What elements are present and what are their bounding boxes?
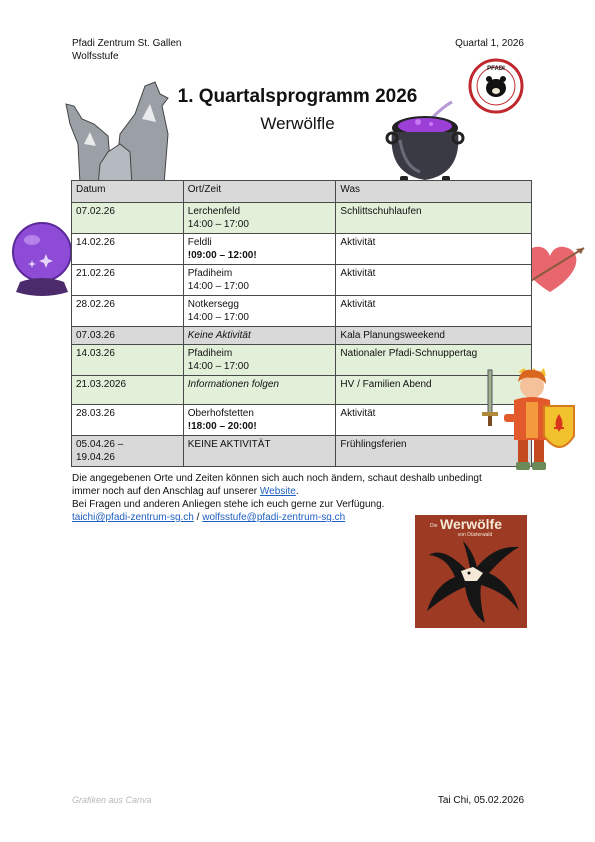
row-place: Pfadiheim xyxy=(187,348,233,359)
row-activity: Schlittschuhlaufen xyxy=(336,203,532,234)
row-date xyxy=(72,436,184,467)
row-activity: Aktivität xyxy=(336,265,532,296)
row-place: KEINE AKTIVITÄT xyxy=(183,436,336,467)
table-header-row xyxy=(72,181,532,203)
row-activity: Aktivität xyxy=(336,296,532,327)
crystal-ball-illustration xyxy=(10,220,74,298)
program-table xyxy=(71,180,532,467)
row-date: 28.02.26 xyxy=(72,296,184,327)
row-date-end: 19.04.26 xyxy=(76,452,115,463)
email-link-wolfsstufe[interactable]: wolfsstufe@pfadi-zentrum-sg.ch xyxy=(202,512,346,523)
org-name: Pfadi Zentrum St. Gallen xyxy=(72,38,182,49)
row-activity: Frühlingsferien xyxy=(336,436,532,467)
page-subtitle: Werwölfle xyxy=(260,114,335,133)
pfadi-logo xyxy=(468,58,524,114)
row-date: 07.02.26 xyxy=(72,203,184,234)
row-date: 14.03.26 xyxy=(72,345,184,376)
info-line-2-end: . xyxy=(295,486,299,497)
row-place: Notkersegg xyxy=(187,299,239,310)
row-date: 14.02.26 xyxy=(72,234,184,265)
game-box-prefix: Die xyxy=(430,523,438,529)
row-date: 21.02.26 xyxy=(72,265,184,296)
row-activity: Aktivität xyxy=(336,405,532,436)
row-place-time xyxy=(183,405,336,436)
info-line-2 xyxy=(72,485,542,498)
info-line-1: Die angegebenen Orte und Zeiten können sich auch noch ändern, schaut deshalb unbedingt xyxy=(72,473,482,484)
quarter-label: Quartal 1, 2026 xyxy=(455,38,524,49)
logo-text: PFADI xyxy=(487,66,505,72)
row-place-time xyxy=(183,265,336,296)
row-date-start: 05.04.26 – xyxy=(76,439,124,450)
table-row xyxy=(72,345,532,376)
row-place: Keine Aktivität xyxy=(183,327,336,345)
column-header-date: Datum xyxy=(72,181,184,203)
game-box-subtitle: von Düsterwald xyxy=(457,532,493,538)
table-row xyxy=(72,296,532,327)
row-place: Lerchenfeld xyxy=(187,206,241,217)
organization-header xyxy=(72,37,182,63)
row-time: 14:00 – 17:00 xyxy=(187,219,249,230)
werwoelfe-game-box-image xyxy=(415,515,527,628)
knight-illustration xyxy=(480,366,578,476)
footer-credit: Grafiken aus Canva xyxy=(72,795,152,805)
row-place: Oberhofstetten xyxy=(187,408,254,419)
column-header-activity: Was xyxy=(336,181,532,203)
row-place: Pfadiheim xyxy=(187,268,233,279)
row-time: 14:00 – 17:00 xyxy=(187,312,249,323)
table-row xyxy=(72,405,532,436)
row-place-time xyxy=(183,203,336,234)
witch-cauldron-illustration xyxy=(384,96,474,188)
org-unit: Wolfsstufe xyxy=(72,51,119,62)
row-place-time xyxy=(183,234,336,265)
website-link[interactable]: Website xyxy=(259,486,296,497)
table-row xyxy=(72,327,532,345)
info-line-2-text: immer noch auf den Anschlag auf unserer xyxy=(72,486,260,497)
game-box-title: Werwölfe xyxy=(440,516,502,532)
row-place: Feldli xyxy=(187,237,212,248)
table-row xyxy=(72,436,532,467)
table-row xyxy=(72,376,532,405)
row-place-time xyxy=(183,296,336,327)
email-link-taichi[interactable]: taichi@pfadi-zentrum-sg.ch xyxy=(72,512,194,523)
table-row xyxy=(72,265,532,296)
info-line-3: Bei Fragen und anderen Anliegen stehe ich euch gerne zur Verfügung. xyxy=(72,499,385,510)
row-place: Informationen folgen xyxy=(183,376,336,405)
row-time: !18:00 – 20:00! xyxy=(187,421,257,432)
page-title: 1. Quartalsprogramm 2026 xyxy=(177,86,418,107)
row-date: 07.03.26 xyxy=(72,327,184,345)
row-date: 21.03.2026 xyxy=(72,376,184,405)
row-activity: Nationaler Pfadi-Schnuppertag xyxy=(336,345,532,376)
row-activity: Aktivität xyxy=(336,234,532,265)
row-time: 14:00 – 17:00 xyxy=(187,361,249,372)
row-time: 14:00 – 17:00 xyxy=(187,281,249,292)
footer-signature: Tai Chi, 05.02.2026 xyxy=(437,795,524,806)
row-date: 28.03.26 xyxy=(72,405,184,436)
table-row xyxy=(72,203,532,234)
row-activity: Kala Planungsweekend xyxy=(336,327,532,345)
table-row xyxy=(72,234,532,265)
row-activity: HV / Familien Abend xyxy=(336,376,532,405)
row-time: !09:00 – 12:00! xyxy=(187,250,257,261)
email-separator: / xyxy=(193,512,203,523)
row-place-time xyxy=(183,345,336,376)
column-header-place-time: Ort/Zeit xyxy=(183,181,336,203)
